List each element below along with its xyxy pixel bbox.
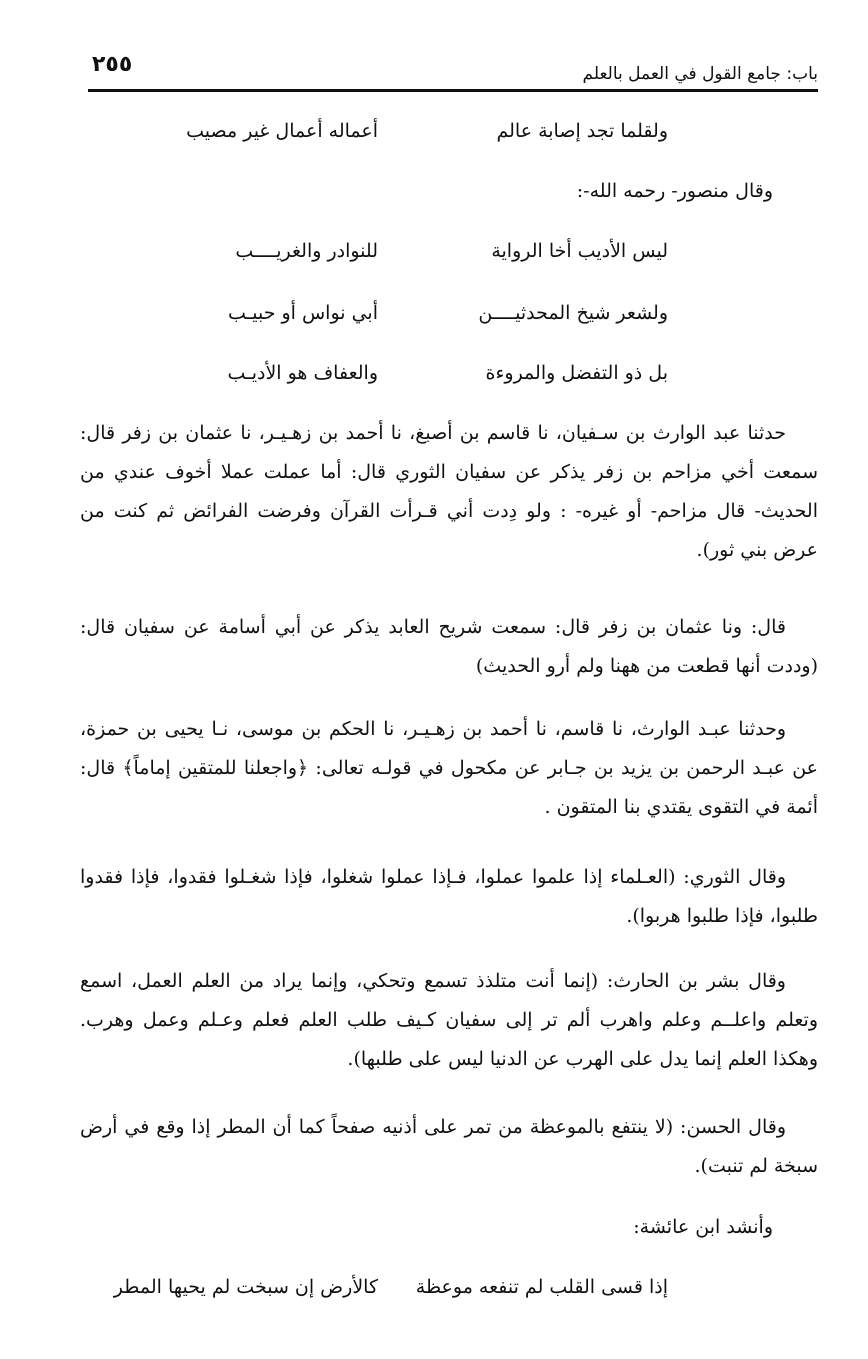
verse-second-hemistich: أعماله أعمال غير مصيب	[186, 120, 378, 142]
header-divider	[88, 89, 818, 92]
paragraph-text: وقال الثوري: (العـلماء إذا علموا عملوا، فـإذا عملوا شغلوا، فإذا شغـلوا فقدوا، فإذا فقدوا طلبوا، فإذا طلبوا هربوا).	[80, 866, 818, 927]
paragraph-text: وقال الحسن: (لا ينتفع بالموعظة من تمر على أذنيه صفحاً كما أن المطر إذا وقع في أرض سبخة لم تنبت).	[80, 1116, 818, 1177]
verse-first-hemistich: ولشعر شيخ المحدثيــــن	[478, 302, 668, 324]
verse-second-hemistich: كالأرض إن سبخت لم يحيها المطر	[113, 1276, 378, 1298]
page-number: ٢٥٥	[92, 52, 133, 77]
verse-first-hemistich: ليس الأديب أخا الرواية	[491, 240, 668, 262]
paragraph	[80, 962, 818, 1079]
verse-line	[80, 1276, 818, 1308]
paragraph	[80, 858, 818, 936]
poem-intro: وأنشد ابن عائشة:	[633, 1216, 773, 1238]
verse-second-hemistich: للنوادر والغريــــب	[235, 240, 378, 262]
paragraph-text: قال: ونا عثمان بن زفر قال: سمعت شريح العابد يذكر عن أبي أسامة عن سفيان قال: (وددت أنها قطعت من ههنا ولم أرو الحديث)	[80, 616, 818, 677]
verse-first-hemistich: بل ذو التفضل والمروءة	[485, 362, 668, 384]
paragraph-text: وحدثنا عبـد الوارث، نا قاسم، نا أحمد بن زهـيـر، نا الحكم بن موسى، نـا يحيى بن حمزة، عن عبـد الرحمن بن يزيد بن جـابر عن مكحول في قولـه تعالى: ﴿واجعلنا للمتقين إماماً﴾ قال: أئمة في التقوى يقتدي بنا المتقون .	[80, 718, 818, 818]
running-header	[88, 48, 818, 90]
verse-second-hemistich: والعفاف هو الأديـب	[227, 362, 378, 384]
verse-line	[80, 302, 818, 334]
verse-first-hemistich: ولقلما تجد إصابة عالم	[496, 120, 668, 142]
verse-line	[80, 240, 818, 272]
paragraph	[80, 414, 818, 570]
verse-second-hemistich: أبي نواس أو حبيـب	[228, 302, 378, 324]
verse-line	[80, 120, 818, 152]
paragraph	[80, 1108, 818, 1186]
verse-first-hemistich: إذا قسى القلب لم تنفعه موعظة	[415, 1276, 668, 1298]
chapter-title: باب: جامع القول في العمل بالعلم	[582, 64, 818, 84]
verse-line	[80, 362, 818, 394]
paragraph-text: حدثنا عبد الوارث بن سـفيان، نا قاسم بن أصبغ، نا أحمد بن زهـيـر، نا عثمان بن زفر قال: سمعت أخي مزاحم بن زفر يذكر عن سفيان الثوري قال: أما عملت عملا أخوف عندي من الحديث- قال مزاحم- أو غيره- : ولو دِدت أني قـرأت القرآن وفرضت الفرائض ثم كنت من عرض بني ثور).	[80, 422, 818, 561]
paragraph-text: وقال بشر بن الحارث: (إنما أنت متلذذ تسمع وتحكي، وإنما يراد من العلم العمل، اسمع وتعلم واعلــم وعلم واهرب ألم تر إلى سفيان كـيف طلب العلم فعلم وعـلم وعمل وهرب. وهكذا العلم إنما يدل على الهرب عن الدنيا ليس على طلبها).	[80, 970, 818, 1070]
paragraph	[80, 710, 818, 827]
paragraph	[80, 608, 818, 686]
poem-intro: وقال منصور- رحمه الله-:	[576, 180, 773, 202]
